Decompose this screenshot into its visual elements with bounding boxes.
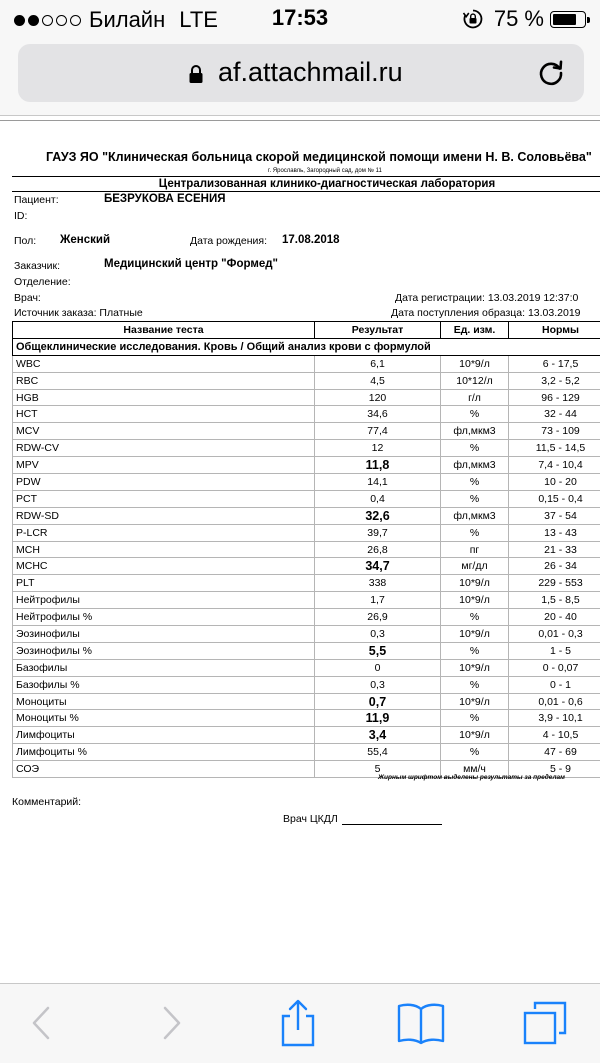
- sex-value: Женский: [60, 234, 111, 246]
- birth-label: Дата рождения:: [190, 235, 267, 247]
- result-value: 6,1: [315, 355, 441, 372]
- test-name: СОЭ: [13, 761, 315, 778]
- doctor-label: Врач:: [14, 292, 41, 304]
- bold-footnote: Жирным шрифтом выделены результаты за пределам: [378, 774, 565, 781]
- norm-value: 1 - 5: [509, 642, 600, 659]
- section-row: [13, 338, 600, 355]
- result-value: 0,7: [315, 693, 441, 710]
- unit-value: %: [441, 744, 509, 761]
- norm-value: 73 - 109: [509, 423, 600, 440]
- registration-date: Дата регистрации: 13.03.2019 12:37:0: [395, 292, 579, 304]
- result-row: [13, 423, 600, 440]
- test-name: Базофилы: [13, 659, 315, 676]
- result-row: [13, 710, 600, 727]
- unit-value: мг/дл: [441, 558, 509, 575]
- clock: 17:53: [271, 5, 329, 30]
- test-name: WBC: [13, 355, 315, 372]
- norm-value: 32 - 44: [509, 406, 600, 423]
- unit-value: 10*9/л: [441, 693, 509, 710]
- result-row: [13, 490, 600, 507]
- result-row: [13, 693, 600, 710]
- back-button[interactable]: [16, 998, 66, 1048]
- norm-value: 6 - 17,5: [509, 355, 600, 372]
- customer-label: Заказчик:: [14, 260, 61, 272]
- col-header-result: Результат: [315, 322, 441, 339]
- test-name: MPV: [13, 457, 315, 474]
- test-name: Моноциты: [13, 693, 315, 710]
- lock-icon: [188, 64, 204, 84]
- unit-value: 10*12/л: [441, 372, 509, 389]
- norm-value: 13 - 43: [509, 524, 600, 541]
- result-value: 12: [315, 440, 441, 457]
- unit-value: %: [441, 609, 509, 626]
- unit-value: 10*9/л: [441, 626, 509, 643]
- result-value: 34,6: [315, 406, 441, 423]
- tabs-button[interactable]: [520, 998, 570, 1048]
- unit-value: фл,мкм3: [441, 507, 509, 524]
- result-row: [13, 558, 600, 575]
- test-name: PDW: [13, 474, 315, 491]
- test-name: RDW-CV: [13, 440, 315, 457]
- hospital-name: ГАУЗ ЯО "Клиническая больница скорой медицинской помощи имени Н. В. Соловьёва": [46, 150, 592, 164]
- result-row: [13, 507, 600, 524]
- lab-title: Централизованная клинико-диагностическая лаборатория: [12, 176, 600, 192]
- section-title: Общеклинические исследования. Кровь / Общий анализ крови с формулой: [13, 338, 600, 355]
- norm-value: 11,5 - 14,5: [509, 440, 600, 457]
- result-value: 39,7: [315, 524, 441, 541]
- result-value: 0,3: [315, 676, 441, 693]
- test-name: MCHC: [13, 558, 315, 575]
- result-row: [13, 659, 600, 676]
- document-view[interactable]: [0, 116, 600, 983]
- bookmarks-button[interactable]: [396, 998, 446, 1048]
- norm-value: 0,01 - 0,6: [509, 693, 600, 710]
- norm-value: 10 - 20: [509, 474, 600, 491]
- unit-value: г/л: [441, 389, 509, 406]
- sample-date: Дата поступления образца: 13.03.2019: [391, 307, 581, 319]
- result-row: [13, 440, 600, 457]
- col-header-test: Название теста: [13, 322, 315, 339]
- network-type: LTE: [179, 7, 218, 32]
- book-icon: [396, 1001, 446, 1045]
- norm-value: 0,01 - 0,3: [509, 626, 600, 643]
- customer-value: Медицинский центр "Формед": [104, 258, 278, 270]
- share-button[interactable]: [273, 998, 323, 1048]
- result-row: [13, 406, 600, 423]
- test-name: P-LCR: [13, 524, 315, 541]
- unit-value: %: [441, 474, 509, 491]
- norm-value: 0,15 - 0,4: [509, 490, 600, 507]
- url-text: af.attachmail.ru: [218, 57, 403, 87]
- order-source: Источник заказа: Платные: [14, 307, 143, 319]
- share-icon: [276, 998, 320, 1048]
- result-value: 5,5: [315, 642, 441, 659]
- test-name: Эозинофилы: [13, 626, 315, 643]
- unit-value: 10*9/л: [441, 575, 509, 592]
- result-value: 5: [315, 761, 441, 778]
- result-value: 0: [315, 659, 441, 676]
- result-value: 32,6: [315, 507, 441, 524]
- result-value: 4,5: [315, 372, 441, 389]
- result-row: [13, 372, 600, 389]
- norm-value: 47 - 69: [509, 744, 600, 761]
- hospital-address: г. Ярославль, Загородный сад, дом № 11: [268, 168, 382, 174]
- unit-value: фл,мкм3: [441, 423, 509, 440]
- result-value: 0,4: [315, 490, 441, 507]
- norm-value: 7,4 - 10,4: [509, 457, 600, 474]
- result-row: [13, 389, 600, 406]
- result-value: 26,8: [315, 541, 441, 558]
- patient-label: Пациент:: [14, 194, 59, 206]
- result-row: [13, 355, 600, 372]
- battery-icon: [550, 11, 586, 28]
- result-row: [13, 642, 600, 659]
- result-value: 11,8: [315, 457, 441, 474]
- result-value: 77,4: [315, 423, 441, 440]
- norm-value: 21 - 33: [509, 541, 600, 558]
- test-name: PLT: [13, 575, 315, 592]
- result-value: 11,9: [315, 710, 441, 727]
- forward-button[interactable]: [147, 998, 197, 1048]
- result-row: [13, 575, 600, 592]
- result-value: 1,7: [315, 592, 441, 609]
- carrier-name: Билайн: [89, 7, 166, 32]
- result-row: [13, 474, 600, 491]
- norm-value: 4 - 10,5: [509, 727, 600, 744]
- browser-toolbar-bottom: [0, 983, 600, 1063]
- address-bar[interactable]: [18, 44, 584, 102]
- chevron-right-icon: [157, 1003, 187, 1043]
- norm-value: 96 - 129: [509, 389, 600, 406]
- chevron-left-icon: [26, 1003, 56, 1043]
- browser-toolbar-top: [0, 38, 600, 116]
- unit-value: %: [441, 676, 509, 693]
- patient-name: БЕЗРУКОВА ЕСЕНИЯ: [104, 193, 226, 205]
- norm-value: 0 - 0,07: [509, 659, 600, 676]
- result-value: 120: [315, 389, 441, 406]
- test-name: HGB: [13, 389, 315, 406]
- result-value: 14,1: [315, 474, 441, 491]
- page-top-edge: [0, 116, 600, 121]
- test-name: Нейтрофилы %: [13, 609, 315, 626]
- sex-label: Пол:: [14, 235, 37, 247]
- signature-line: [342, 815, 442, 825]
- norm-value: 229 - 553: [509, 575, 600, 592]
- unit-value: 10*9/л: [441, 592, 509, 609]
- result-row: [13, 541, 600, 558]
- norm-value: 37 - 54: [509, 507, 600, 524]
- col-header-unit: Ед. изм.: [441, 322, 509, 339]
- test-name: Моноциты %: [13, 710, 315, 727]
- comment-label: Комментарий:: [12, 796, 82, 808]
- unit-value: %: [441, 642, 509, 659]
- test-name: Базофилы %: [13, 676, 315, 693]
- result-row: [13, 626, 600, 643]
- department-label: Отделение:: [14, 276, 71, 288]
- norm-value: 26 - 34: [509, 558, 600, 575]
- unit-value: %: [441, 406, 509, 423]
- battery-percent: 75 %: [493, 6, 544, 31]
- test-name: MCV: [13, 423, 315, 440]
- test-name: MCH: [13, 541, 315, 558]
- unit-value: фл,мкм3: [441, 457, 509, 474]
- unit-value: 10*9/л: [441, 659, 509, 676]
- unit-value: %: [441, 440, 509, 457]
- reload-icon[interactable]: [536, 58, 566, 88]
- test-name: Лимфоциты %: [13, 744, 315, 761]
- orientation-lock-icon: [462, 8, 484, 30]
- doctor-sign-label: Врач ЦКДЛ: [283, 813, 338, 825]
- status-bar: [0, 0, 600, 38]
- test-name: RDW-SD: [13, 507, 315, 524]
- result-row: [13, 727, 600, 744]
- unit-value: %: [441, 710, 509, 727]
- battery-level-fill: [553, 14, 576, 25]
- id-label: ID:: [14, 210, 28, 222]
- unit-value: 10*9/л: [441, 355, 509, 372]
- result-row: [13, 609, 600, 626]
- result-value: 34,7: [315, 558, 441, 575]
- unit-value: 10*9/л: [441, 727, 509, 744]
- result-value: 0,3: [315, 626, 441, 643]
- result-value: 55,4: [315, 744, 441, 761]
- test-name: Эозинофилы %: [13, 642, 315, 659]
- test-name: Нейтрофилы: [13, 592, 315, 609]
- tabs-icon: [521, 999, 569, 1047]
- norm-value: 3,2 - 5,2: [509, 372, 600, 389]
- unit-value: пг: [441, 541, 509, 558]
- result-value: 338: [315, 575, 441, 592]
- result-row: [13, 676, 600, 693]
- norm-value: 5 - 9: [509, 761, 600, 778]
- unit-value: %: [441, 524, 509, 541]
- table-header-row: [13, 322, 600, 339]
- test-name: HCT: [13, 406, 315, 423]
- status-right: [462, 6, 586, 32]
- result-row: [13, 744, 600, 761]
- result-row: [13, 592, 600, 609]
- test-name: Лимфоциты: [13, 727, 315, 744]
- norm-value: 0 - 1: [509, 676, 600, 693]
- result-value: 26,9: [315, 609, 441, 626]
- result-value: 3,4: [315, 727, 441, 744]
- result-row: [13, 524, 600, 541]
- results-table: [12, 321, 600, 778]
- norm-value: 1,5 - 8,5: [509, 592, 600, 609]
- unit-value: %: [441, 490, 509, 507]
- test-name: RBC: [13, 372, 315, 389]
- result-row: [13, 457, 600, 474]
- col-header-norm: Нормы: [509, 322, 600, 339]
- doctor-signature: [283, 813, 442, 825]
- norm-value: 3,9 - 10,1: [509, 710, 600, 727]
- test-name: PCT: [13, 490, 315, 507]
- unit-value: мм/ч: [441, 761, 509, 778]
- birth-value: 17.08.2018: [282, 234, 340, 246]
- norm-value: 20 - 40: [509, 609, 600, 626]
